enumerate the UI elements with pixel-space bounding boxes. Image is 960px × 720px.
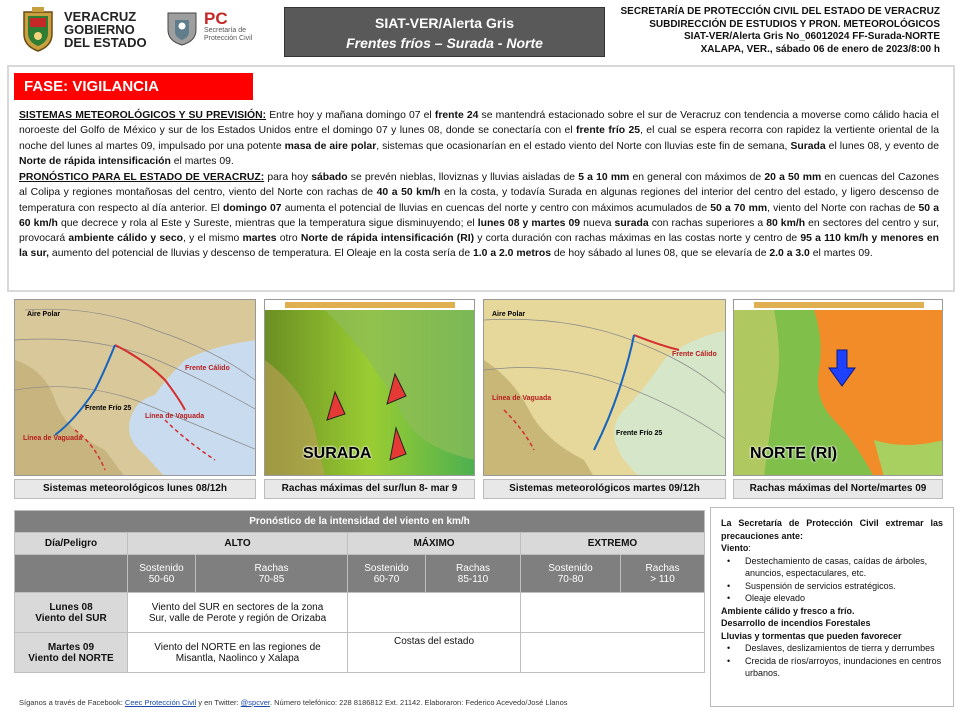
pc-subtitle-line1: Secretaría de (204, 27, 247, 34)
precautions-intro: La Secretaría de Protección Civil extremar las precauciones ante: (721, 518, 943, 541)
row-day-lunes: Lunes 08 Viento del SUR (15, 593, 128, 633)
facebook-link[interactable]: Ceec Protección Civil (124, 698, 197, 707)
bulletin-id: SIAT-VER/Alerta Gris No_06012024 FF-Surada-NORTE (683, 31, 940, 42)
alto-sostenido: Sostenido 50-60 (128, 555, 196, 593)
proteccion-civil-shield-logo (164, 10, 200, 46)
cold-front-label: Frente Frío 25 (85, 405, 132, 412)
row-maximo-martes: Costas del estado (348, 633, 521, 673)
proteccion-civil-text (204, 10, 252, 43)
meteorological-systems-paragraph: SISTEMAS METEOROLÓGICOS Y SU PREVISIÓN: Entre hoy y mañana domingo 07 el frente 24 se mantendrá estacionado sobre el sur de Veracruz con tendencia a moverse como cálido hacia el noroeste del Golfo de México y sur de los Estados Unidos entre el domingo 07 y lunes 08, donde se conectaría con el frente frío 25, el cual se espera recorra con rapidez la vertiente oriental de la noche del lunes al martes 09, impulsado por una potente masa de aire polar, sistemas que ocasionarían en el estado viento del Norte con lluvias este fin de semana, Surada el lunes 08, y evento de Norte de rápida intensificación el martes 09. (19, 110, 939, 167)
maximo-rachas: Rachas 85-110 (426, 555, 521, 593)
systems-heading: SISTEMAS METEOROLÓGICOS Y SU PREVISIÓN: (19, 110, 267, 121)
col-alto-header: ALTO (128, 533, 348, 555)
caption-map3: Sistemas meteorológicos martes 09/12h (483, 479, 726, 499)
lluvias-list (721, 642, 943, 680)
list-item: • Deslaves, deslizamientos de tierra y derrumbes (721, 642, 943, 655)
precautions-panel (710, 507, 954, 707)
warm-front-label: Frente Cálido (185, 365, 230, 372)
trough-label-1: Línea de Vaguada (23, 435, 83, 442)
surada-label: SURADA (303, 445, 372, 462)
air-mass-label-tuesday: Aire Polar (492, 311, 526, 318)
col-maximo-header: MÁXIMO (348, 533, 521, 555)
list-item: • Suspensión de servicios estratégicos. (721, 580, 943, 593)
veracruz-coat-of-arms-logo (20, 6, 56, 52)
table-row (15, 633, 705, 673)
incendios-heading: Desarrollo de incendios Forestales (721, 618, 871, 628)
viento-list (721, 555, 943, 605)
warm-front-label-tuesday: Frente Cálido (672, 351, 717, 358)
row-alto-lunes: Viento del SUR en sectores de la zona Sur, valle de Perote y región de Orizaba (128, 593, 348, 633)
row-day-martes: Martes 09 Viento del NORTE (15, 633, 128, 673)
alert-title-line1: SIAT-VER/Alerta Gris (374, 15, 514, 31)
air-mass-label: Aire Polar (27, 311, 61, 318)
caption-map4: Rachas máximas del Norte/martes 09 (733, 479, 943, 499)
alert-title-box (284, 7, 605, 57)
table-row (15, 593, 705, 633)
caption-map2: Rachas máximas del sur/lun 8- mar 9 (264, 479, 475, 499)
pc-subtitle-line2: Protección Civil (204, 35, 253, 42)
table-title: Pronóstico de la intensidad del viento en km/h (15, 511, 705, 533)
list-item: • Destechamiento de casas, caídas de árboles, anuncios, espectaculares, etc. (721, 555, 943, 580)
row-extremo-lunes (521, 593, 705, 633)
issuer-line1: SECRETARÍA DE PROTECCIÓN CIVIL DEL ESTADO DE VERACRUZ (620, 6, 940, 17)
trough-label-tuesday: Línea de Vaguada (492, 395, 552, 402)
row-alto-martes: Viento del NORTE en las regiones de Misantla, Naolinco y Xalapa (128, 633, 348, 673)
col-extremo-header: EXTREMO (521, 533, 705, 555)
alert-title-line2: Frentes fríos – Surada - Norte (346, 35, 543, 51)
list-item: • Crecida de ríos/arroyos, inundaciones en centros urbanos. (721, 655, 943, 680)
state-forecast-paragraph: PRONÓSTICO PARA EL ESTADO DE VERACRUZ: para hoy sábado se prevén nieblas, lloviznas y lluvias aisladas de 5 a 10 mm en general con máximos de 20 a 50 mm en cuencas del Cazones al Colipa y regiones montañosas del centro, viento del Norte con rachas de 40 a 50 km/h en la costa, y todavía Surada en algunas regiones del interior del centro del estado, y ligero descenso de temperatura con respecto al día anterior. El domingo 07 aumenta el potencial de lluvias en cuencas del norte y centro con máximos acumulados de 50 a 70 mm, viento del Norte con rachas de 50 a 60 km/h que decrece y rola al Este y Sureste, mientras que la temperatura sigue disminuyendo; el lunes 08 y martes 09 nueva surada con rachas superiores a 80 km/h en sectores del centro y sur, provocará ambiente cálido y seco, y el mismo martes otro Norte de rápida intensificación (RI) y corta duración con rachas máximas en las costas norte y centro de 95 a 110 km/h y menores en la sur, aumento del potencial de lluvias y descenso de temperatura. El Oleaje en la costa sería de 1.0 a 2.0 metros de hoy sábado al lunes 08, que se elevaría de 2.0 a 3.0 el martes 09. (19, 172, 940, 260)
twitter-link[interactable]: @spcver (240, 698, 270, 707)
forecast-heading: PRONÓSTICO PARA EL ESTADO DE VERACRUZ: (19, 172, 265, 183)
cold-front-label-tuesday: Frente Frío 25 (616, 430, 663, 437)
issuer-info (610, 6, 940, 56)
extremo-sostenido: Sostenido 70-80 (521, 555, 621, 593)
issue-date: XALAPA, VER., sábado 06 de enero de 2023/8:00 h (700, 43, 940, 55)
col-day-header: Día/Peligro (15, 533, 128, 555)
pc-acronym: PC (204, 9, 228, 28)
ambiente-heading: Ambiente cálido y fresco a frío. (721, 605, 855, 616)
synoptic-map-tuesday (483, 299, 726, 476)
phase-banner: FASE: VIGILANCIA (14, 73, 253, 100)
footer-contact: Síganos a través de Facebook: Ceec Protección Civil y en Twitter: @spcver. Número telefónico: 228 8186812 Ext. 21142. Elaboraron: Federico Acevedo/José Llanos (19, 698, 568, 707)
veracruz-government-text: VERACRUZ GOBIERNO DEL ESTADO (64, 9, 147, 50)
north-gusts-map (733, 299, 943, 476)
trough-label-2: Línea de Vaguada (145, 413, 205, 420)
viento-heading: Viento: (721, 543, 751, 553)
subheader-empty (15, 555, 128, 593)
wind-intensity-table (14, 510, 705, 673)
list-item: • Oleaje elevado (721, 592, 943, 605)
south-gusts-map (264, 299, 475, 476)
row-extremo-martes (521, 633, 705, 673)
extremo-rachas: Rachas > 110 (621, 555, 705, 593)
alto-rachas: Rachas 70-85 (196, 555, 348, 593)
norte-ri-label: NORTE (RI) (750, 445, 838, 462)
issuer-line2: SUBDIRECCIÓN DE ESTUDIOS Y PRON. METEOROLÓGICOS (649, 18, 940, 30)
caption-map1: Sistemas meteorológicos lunes 08/12h (14, 479, 256, 499)
lluvias-heading: Lluvias y tormentas que pueden favorecer (721, 630, 902, 641)
synoptic-map-monday (14, 299, 256, 476)
row-maximo-lunes (348, 593, 521, 633)
maximo-sostenido: Sostenido 60-70 (348, 555, 426, 593)
